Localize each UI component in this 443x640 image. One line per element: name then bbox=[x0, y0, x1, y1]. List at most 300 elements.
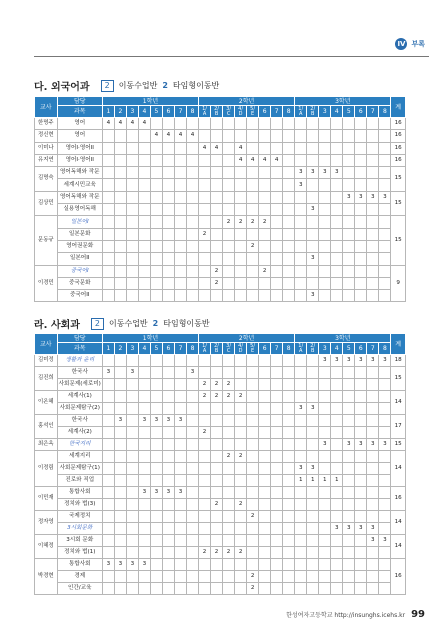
header-period-20: 4 bbox=[331, 343, 343, 355]
period-cell bbox=[379, 216, 391, 228]
period-cell bbox=[379, 253, 391, 265]
period-cell bbox=[186, 487, 198, 499]
period-cell bbox=[223, 118, 235, 130]
period-cell bbox=[331, 439, 343, 451]
period-cell bbox=[259, 427, 271, 439]
period-cell bbox=[211, 179, 223, 191]
period-cell bbox=[223, 523, 235, 535]
period-cell bbox=[186, 571, 198, 583]
period-cell bbox=[150, 403, 162, 415]
period-cell: 3 bbox=[355, 439, 367, 451]
period-cell bbox=[126, 415, 138, 427]
period-cell bbox=[271, 265, 283, 277]
period-cell bbox=[138, 463, 150, 475]
header-period-11: 3/ C bbox=[223, 343, 235, 355]
period-cell bbox=[319, 415, 331, 427]
subject-name: 3시회 문화 bbox=[57, 535, 102, 547]
period-cell bbox=[247, 391, 259, 403]
period-cell bbox=[259, 523, 271, 535]
period-cell bbox=[259, 391, 271, 403]
period-cell bbox=[186, 216, 198, 228]
table-row bbox=[35, 379, 406, 391]
period-cell bbox=[319, 487, 331, 499]
table-row bbox=[35, 253, 406, 265]
period-cell bbox=[355, 559, 367, 571]
period-cell bbox=[271, 571, 283, 583]
header-period-1: 1 bbox=[102, 343, 114, 355]
period-cell bbox=[186, 228, 198, 240]
period-cell bbox=[283, 265, 295, 277]
period-cell bbox=[162, 523, 174, 535]
period-cell bbox=[223, 228, 235, 240]
header-period-13: 5/ E bbox=[247, 106, 259, 118]
period-cell bbox=[343, 571, 355, 583]
period-cell bbox=[199, 439, 211, 451]
period-cell bbox=[271, 167, 283, 179]
period-cell bbox=[271, 415, 283, 427]
row-total: 14 bbox=[391, 511, 406, 535]
period-cell bbox=[367, 130, 379, 142]
period-cell bbox=[138, 290, 150, 302]
period-cell bbox=[235, 118, 247, 130]
period-cell: 3 bbox=[162, 487, 174, 499]
period-cell bbox=[223, 499, 235, 511]
period-cell: 4 bbox=[102, 118, 114, 130]
period-cell: 4 bbox=[235, 154, 247, 166]
period-cell bbox=[355, 154, 367, 166]
period-cell bbox=[259, 451, 271, 463]
period-cell bbox=[186, 253, 198, 265]
period-cell bbox=[150, 559, 162, 571]
period-cell bbox=[162, 475, 174, 487]
period-cell bbox=[343, 427, 355, 439]
period-cell bbox=[174, 253, 186, 265]
period-cell bbox=[126, 391, 138, 403]
period-cell bbox=[235, 240, 247, 252]
period-cell bbox=[379, 451, 391, 463]
subject-name: 한국사 bbox=[57, 415, 102, 427]
period-cell bbox=[211, 427, 223, 439]
period-cell bbox=[307, 547, 319, 559]
teacher-name: 이혜정 bbox=[35, 535, 58, 559]
row-total: 16 bbox=[391, 118, 406, 130]
period-cell bbox=[295, 439, 307, 451]
period-cell bbox=[295, 191, 307, 203]
period-cell bbox=[150, 511, 162, 523]
period-cell bbox=[138, 583, 150, 595]
period-cell: 3 bbox=[379, 191, 391, 203]
table-row bbox=[35, 216, 406, 228]
period-cell bbox=[271, 547, 283, 559]
period-cell bbox=[150, 167, 162, 179]
period-cell bbox=[379, 277, 391, 289]
period-cell bbox=[319, 547, 331, 559]
period-cell bbox=[247, 487, 259, 499]
period-cell bbox=[259, 463, 271, 475]
period-cell bbox=[235, 204, 247, 216]
period-cell bbox=[138, 253, 150, 265]
header-period-12: 4/ D bbox=[235, 106, 247, 118]
period-cell bbox=[211, 451, 223, 463]
period-cell: 3 bbox=[343, 191, 355, 203]
table-row bbox=[35, 240, 406, 252]
period-cell bbox=[102, 277, 114, 289]
period-cell bbox=[319, 228, 331, 240]
period-cell bbox=[150, 391, 162, 403]
period-cell bbox=[199, 511, 211, 523]
period-cell bbox=[174, 463, 186, 475]
period-cell bbox=[283, 118, 295, 130]
period-cell bbox=[343, 204, 355, 216]
period-cell bbox=[343, 367, 355, 379]
period-cell bbox=[114, 277, 126, 289]
period-cell: 4 bbox=[126, 118, 138, 130]
period-cell: 2 bbox=[199, 547, 211, 559]
period-cell bbox=[162, 391, 174, 403]
period-cell bbox=[283, 277, 295, 289]
period-cell bbox=[235, 167, 247, 179]
period-cell bbox=[379, 179, 391, 191]
period-cell bbox=[211, 191, 223, 203]
period-cell: 3 bbox=[138, 415, 150, 427]
period-cell bbox=[247, 439, 259, 451]
period-cell bbox=[211, 523, 223, 535]
period-cell bbox=[138, 547, 150, 559]
header-period-16: 8 bbox=[283, 343, 295, 355]
header-grade-2: 2학년 bbox=[199, 97, 295, 106]
period-cell bbox=[174, 154, 186, 166]
period-cell bbox=[307, 118, 319, 130]
period-cell bbox=[162, 253, 174, 265]
period-cell bbox=[307, 379, 319, 391]
period-cell bbox=[283, 559, 295, 571]
period-cell bbox=[126, 154, 138, 166]
period-cell: 3 bbox=[295, 179, 307, 191]
period-cell bbox=[114, 367, 126, 379]
period-cell bbox=[162, 583, 174, 595]
period-cell bbox=[307, 228, 319, 240]
period-cell bbox=[162, 379, 174, 391]
period-cell bbox=[199, 253, 211, 265]
period-cell bbox=[259, 179, 271, 191]
row-total: 16 bbox=[391, 487, 406, 511]
period-cell bbox=[331, 118, 343, 130]
period-cell bbox=[367, 154, 379, 166]
period-cell bbox=[150, 355, 162, 367]
period-cell bbox=[283, 355, 295, 367]
period-cell bbox=[186, 559, 198, 571]
period-cell bbox=[199, 290, 211, 302]
period-cell bbox=[223, 253, 235, 265]
period-cell bbox=[162, 499, 174, 511]
period-cell bbox=[259, 499, 271, 511]
period-cell bbox=[271, 499, 283, 511]
header-period-9: 1/ A bbox=[199, 106, 211, 118]
period-cell bbox=[126, 475, 138, 487]
period-cell bbox=[271, 191, 283, 203]
period-cell bbox=[150, 179, 162, 191]
period-cell bbox=[223, 367, 235, 379]
subject-name: 일본어II bbox=[57, 253, 102, 265]
chapter-badge: IV bbox=[397, 40, 406, 48]
teacher-name: 김미정 bbox=[35, 355, 58, 367]
header-grade-1: 1학년 bbox=[102, 334, 198, 343]
period-cell bbox=[319, 118, 331, 130]
period-cell bbox=[283, 228, 295, 240]
period-cell bbox=[199, 463, 211, 475]
period-cell bbox=[331, 451, 343, 463]
period-cell bbox=[126, 191, 138, 203]
period-cell bbox=[307, 571, 319, 583]
period-cell bbox=[174, 403, 186, 415]
period-cell bbox=[150, 216, 162, 228]
header-period-8: 8 bbox=[186, 106, 198, 118]
teacher-name: 문동규 bbox=[35, 216, 58, 265]
period-cell: 4 bbox=[247, 154, 259, 166]
period-cell bbox=[355, 228, 367, 240]
period-cell bbox=[379, 240, 391, 252]
period-cell: 3 bbox=[355, 191, 367, 203]
period-cell bbox=[283, 216, 295, 228]
period-cell: 3 bbox=[174, 487, 186, 499]
teacher-name: 이미나 bbox=[35, 142, 58, 154]
period-cell bbox=[114, 463, 126, 475]
period-cell bbox=[114, 355, 126, 367]
period-cell bbox=[102, 290, 114, 302]
period-cell bbox=[150, 379, 162, 391]
period-cell bbox=[295, 379, 307, 391]
subject-name: 영어I·영어II bbox=[57, 154, 102, 166]
subject-name: 한국사 bbox=[57, 367, 102, 379]
period-cell bbox=[114, 253, 126, 265]
period-cell bbox=[367, 487, 379, 499]
period-cell: 3 bbox=[114, 415, 126, 427]
period-cell bbox=[307, 277, 319, 289]
header-period-18: 2/ B bbox=[307, 343, 319, 355]
table-row bbox=[35, 355, 406, 367]
period-cell bbox=[223, 265, 235, 277]
period-cell bbox=[102, 355, 114, 367]
period-cell bbox=[150, 535, 162, 547]
period-cell bbox=[126, 277, 138, 289]
period-cell bbox=[235, 191, 247, 203]
period-cell: 2 bbox=[235, 499, 247, 511]
period-cell bbox=[138, 451, 150, 463]
header-period-5: 5 bbox=[150, 106, 162, 118]
period-cell bbox=[247, 427, 259, 439]
period-cell bbox=[186, 547, 198, 559]
period-cell bbox=[162, 559, 174, 571]
period-cell bbox=[162, 427, 174, 439]
period-cell bbox=[126, 403, 138, 415]
period-cell bbox=[355, 499, 367, 511]
period-cell bbox=[235, 277, 247, 289]
header-subject: 과목 bbox=[57, 106, 102, 118]
period-cell bbox=[259, 559, 271, 571]
period-cell bbox=[138, 391, 150, 403]
period-cell: 3 bbox=[307, 253, 319, 265]
period-cell bbox=[247, 204, 259, 216]
period-cell bbox=[283, 154, 295, 166]
period-cell bbox=[223, 167, 235, 179]
table-row bbox=[35, 487, 406, 499]
period-cell bbox=[174, 559, 186, 571]
period-cell: 3 bbox=[355, 355, 367, 367]
period-cell: 2 bbox=[199, 391, 211, 403]
period-cell bbox=[259, 355, 271, 367]
period-cell bbox=[319, 277, 331, 289]
period-cell bbox=[186, 379, 198, 391]
period-cell bbox=[199, 216, 211, 228]
header-divider bbox=[34, 56, 429, 57]
period-cell bbox=[126, 511, 138, 523]
period-cell bbox=[307, 265, 319, 277]
period-cell: 3 bbox=[343, 439, 355, 451]
period-cell bbox=[174, 499, 186, 511]
period-cell bbox=[174, 290, 186, 302]
teacher-name: 이경민 bbox=[35, 265, 58, 302]
page-header bbox=[395, 38, 425, 50]
period-cell bbox=[247, 451, 259, 463]
period-cell bbox=[114, 191, 126, 203]
period-cell bbox=[295, 265, 307, 277]
period-cell bbox=[126, 427, 138, 439]
period-cell bbox=[343, 179, 355, 191]
period-cell bbox=[174, 451, 186, 463]
subject-name: 세계시민교육 bbox=[57, 179, 102, 191]
period-cell bbox=[307, 142, 319, 154]
period-cell bbox=[174, 583, 186, 595]
period-cell bbox=[271, 253, 283, 265]
period-cell bbox=[186, 499, 198, 511]
period-cell bbox=[114, 403, 126, 415]
period-cell bbox=[283, 547, 295, 559]
period-cell bbox=[235, 463, 247, 475]
period-cell bbox=[174, 367, 186, 379]
period-cell bbox=[307, 559, 319, 571]
period-cell: 2 bbox=[223, 379, 235, 391]
period-cell: 3 bbox=[319, 439, 331, 451]
period-cell bbox=[138, 535, 150, 547]
period-cell bbox=[235, 415, 247, 427]
period-cell bbox=[150, 439, 162, 451]
period-cell bbox=[211, 559, 223, 571]
period-cell bbox=[199, 523, 211, 535]
header-period-15: 7 bbox=[271, 343, 283, 355]
period-cell bbox=[343, 415, 355, 427]
subject-name: 국제정치 bbox=[57, 511, 102, 523]
period-cell bbox=[379, 265, 391, 277]
period-cell: 3 bbox=[307, 463, 319, 475]
period-cell bbox=[223, 427, 235, 439]
row-total: 14 bbox=[391, 391, 406, 415]
table-row bbox=[35, 391, 406, 403]
table-row bbox=[35, 463, 406, 475]
period-cell bbox=[379, 130, 391, 142]
period-cell bbox=[223, 511, 235, 523]
period-cell bbox=[223, 475, 235, 487]
period-cell bbox=[247, 228, 259, 240]
period-cell bbox=[223, 535, 235, 547]
period-cell bbox=[114, 547, 126, 559]
period-cell bbox=[235, 379, 247, 391]
period-cell bbox=[186, 290, 198, 302]
period-cell bbox=[235, 179, 247, 191]
period-cell bbox=[367, 499, 379, 511]
period-cell bbox=[126, 167, 138, 179]
period-cell bbox=[379, 559, 391, 571]
period-cell bbox=[283, 179, 295, 191]
period-cell bbox=[199, 487, 211, 499]
period-cell bbox=[186, 167, 198, 179]
period-cell bbox=[114, 265, 126, 277]
row-total: 15 bbox=[391, 167, 406, 192]
period-cell bbox=[211, 403, 223, 415]
period-cell bbox=[259, 204, 271, 216]
period-cell bbox=[283, 415, 295, 427]
period-cell bbox=[307, 583, 319, 595]
period-cell bbox=[367, 463, 379, 475]
period-cell bbox=[150, 427, 162, 439]
period-cell bbox=[283, 253, 295, 265]
subject-name: 경제 bbox=[57, 571, 102, 583]
period-cell bbox=[271, 439, 283, 451]
period-cell bbox=[174, 277, 186, 289]
period-cell bbox=[223, 487, 235, 499]
period-cell bbox=[307, 451, 319, 463]
period-cell bbox=[235, 523, 247, 535]
period-cell: 3 bbox=[343, 355, 355, 367]
period-cell: 3 bbox=[307, 204, 319, 216]
period-cell bbox=[379, 427, 391, 439]
period-cell bbox=[343, 253, 355, 265]
period-cell bbox=[138, 523, 150, 535]
period-cell bbox=[102, 415, 114, 427]
period-cell bbox=[186, 523, 198, 535]
period-cell bbox=[162, 277, 174, 289]
period-cell bbox=[367, 403, 379, 415]
row-total: 15 bbox=[391, 439, 406, 451]
subject-name: 사회문제탐구(1) bbox=[57, 463, 102, 475]
period-cell bbox=[199, 130, 211, 142]
period-cell: 3 bbox=[150, 487, 162, 499]
subject-name: 통합사회 bbox=[57, 559, 102, 571]
period-cell: 2 bbox=[211, 391, 223, 403]
period-cell bbox=[283, 290, 295, 302]
period-cell: 4 bbox=[138, 118, 150, 130]
period-cell bbox=[367, 571, 379, 583]
table-row bbox=[35, 191, 406, 203]
footer-text: 한성여자고등학교 http://insunghs.icehs.kr bbox=[286, 612, 406, 619]
period-cell bbox=[223, 415, 235, 427]
period-cell bbox=[186, 391, 198, 403]
period-cell bbox=[343, 240, 355, 252]
period-cell bbox=[211, 118, 223, 130]
period-cell: 3 bbox=[367, 523, 379, 535]
period-cell bbox=[150, 547, 162, 559]
period-cell bbox=[211, 253, 223, 265]
period-cell bbox=[211, 463, 223, 475]
header-period-24: 8 bbox=[379, 343, 391, 355]
subject-name: 실용영어독해 bbox=[57, 204, 102, 216]
header-period-3: 3 bbox=[126, 106, 138, 118]
period-cell bbox=[355, 415, 367, 427]
period-cell bbox=[247, 379, 259, 391]
period-cell bbox=[283, 427, 295, 439]
period-cell bbox=[199, 475, 211, 487]
table-row bbox=[35, 403, 406, 415]
period-cell: 4 bbox=[150, 130, 162, 142]
